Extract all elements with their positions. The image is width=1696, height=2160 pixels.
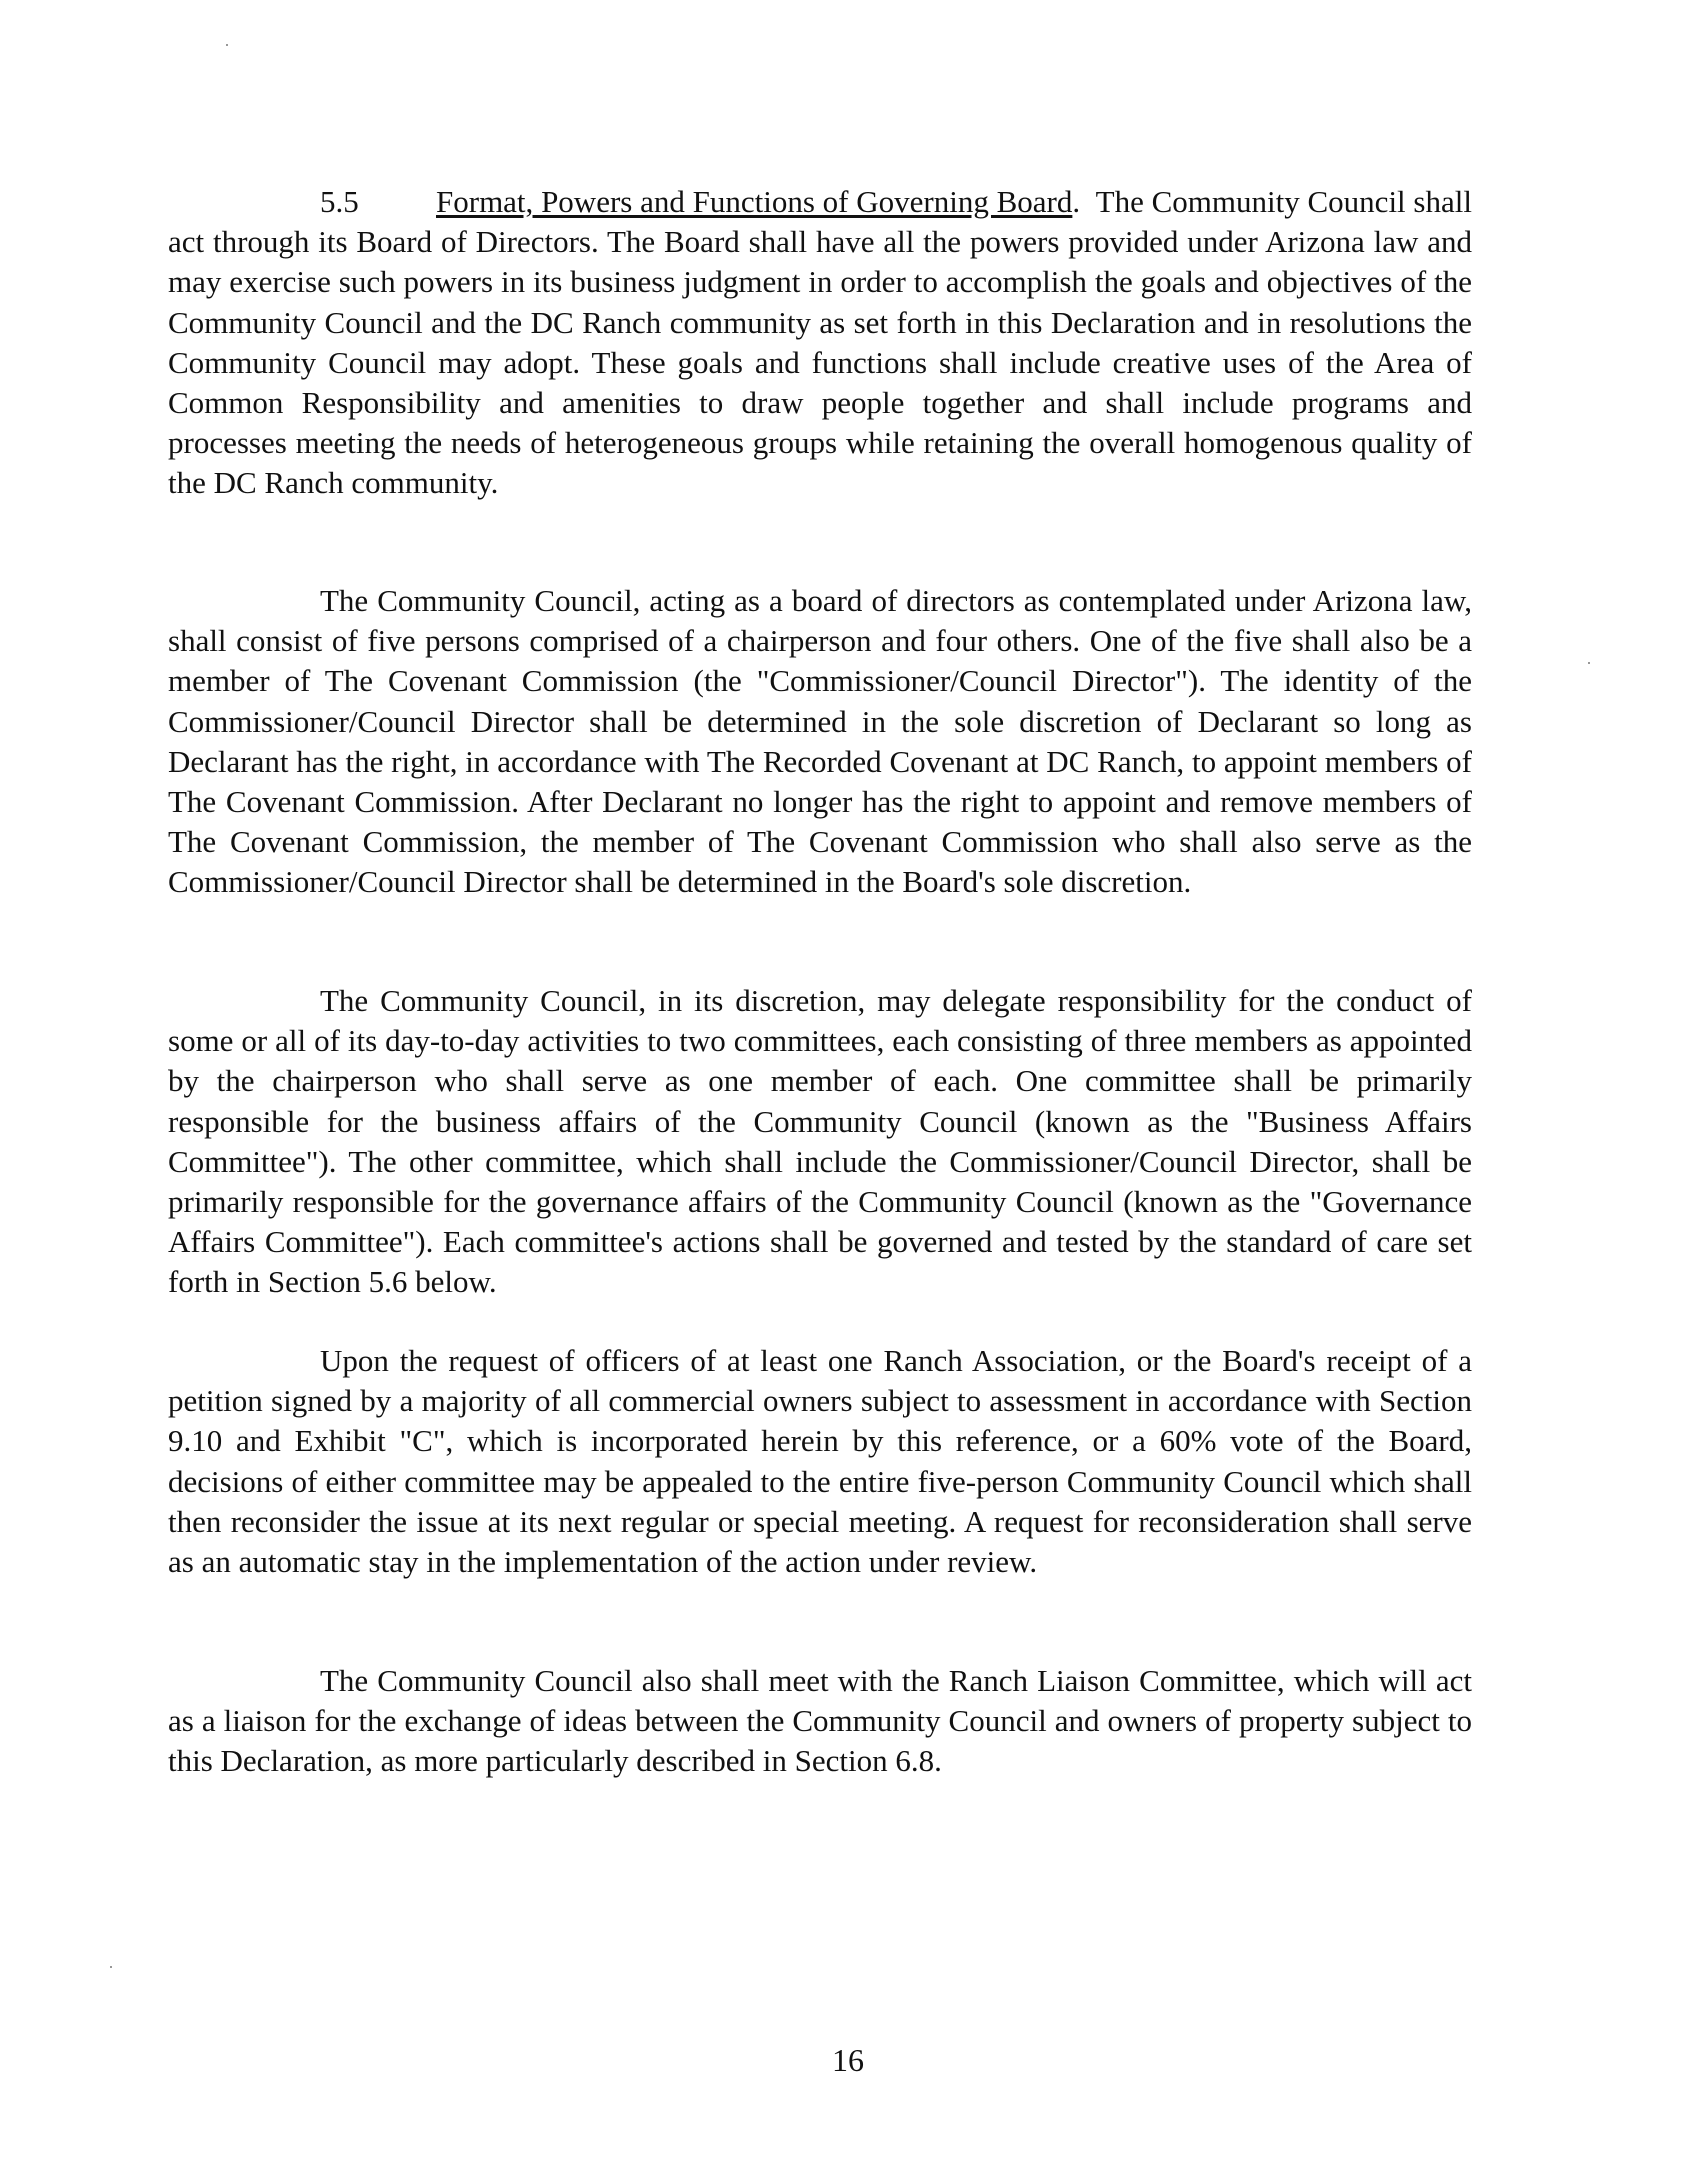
paragraph-appeals	[168, 1341, 1472, 1582]
paragraph-text: Upon the request of officers of at least one Ranch Association, or the Board's receipt of a petition signed by a majority of all commercial owners subject to assessment in accordance with Section 9.10 and Exhibit "C", which is incorporated herein by this reference, or a 60% vote of the Board, decisions of either committee may be appealed to the entire five-person Community Council which shall then reconsider the issue at its next regular or special meeting. A request for reconsideration shall serve as an automatic stay in the implementation of the action under review.	[168, 1343, 1472, 1580]
section-5-5-paragraph	[168, 182, 1472, 504]
paragraph-text: The Community Council also shall meet with the Ranch Liaison Committee, which will act as a liaison for the exchange of ideas between the Community Council and owners of property subject to this Declaration, as more particularly described in Section 6.8.	[168, 1663, 1472, 1779]
page-number: 16	[832, 2042, 864, 2078]
scan-speck	[226, 44, 228, 46]
section-number: 5.5	[320, 184, 359, 219]
paragraph-text: The Community Council, acting as a board of directors as contemplated under Arizona law, shall consist of five persons comprised of a chairperson and four others. One of the five shall also be a member of The Covenant Commission (the "Commissioner/Council Director"). The identity of the Commissioner/Council Director shall be determined in the sole discretion of Declarant so long as Declarant has the right, in accordance with The Recorded Covenant at DC Ranch, to appoint members of The Covenant Commission. After Declarant no longer has the right to appoint and remove members of The Covenant Commission, the member of The Covenant Commission who shall also serve as the Commissioner/Council Director shall be determined in the Board's sole discretion.	[168, 583, 1472, 900]
scan-speck	[110, 1966, 112, 1968]
scan-speck	[1588, 662, 1590, 664]
paragraph-text: The Community Council, in its discretion, may delegate responsibility for the conduct of some or all of its day-to-day activities to two committees, each consisting of three members as appointed by the chairperson who shall serve as one member of each. One committee shall be primarily responsible for the business affairs of the Community Council (known as the "Business Affairs Committee"). The other committee, which shall include the Commissioner/Council Director, shall be primarily responsible for the governance affairs of the Community Council (known as the "Governance Affairs Committee"). Each committee's actions shall be governed and tested by the standard of care set forth in Section 5.6 below.	[168, 983, 1472, 1300]
section-heading: Format, Powers and Functions of Governing Board	[436, 184, 1073, 219]
section-heading-period: .	[1072, 184, 1081, 219]
paragraph-committees	[168, 981, 1472, 1303]
paragraph-ranch-liaison	[168, 1661, 1472, 1782]
paragraph-board-composition	[168, 581, 1472, 903]
section-body-text: The Community Council shall act through its Board of Directors. The Board shall have all the powers provided under Arizona law and may exercise such powers in its business judgment in order to accomplish the goals and objectives of the Community Council and the DC Ranch community as set forth in this Declaration and in resolutions the Community Council may adopt. These goals and functions shall include creative uses of the Area of Common Responsibility and amenities to draw people together and shall include programs and processes meeting the needs of heterogeneous groups while retaining the overall homogenous quality of the DC Ranch community.	[168, 184, 1472, 501]
